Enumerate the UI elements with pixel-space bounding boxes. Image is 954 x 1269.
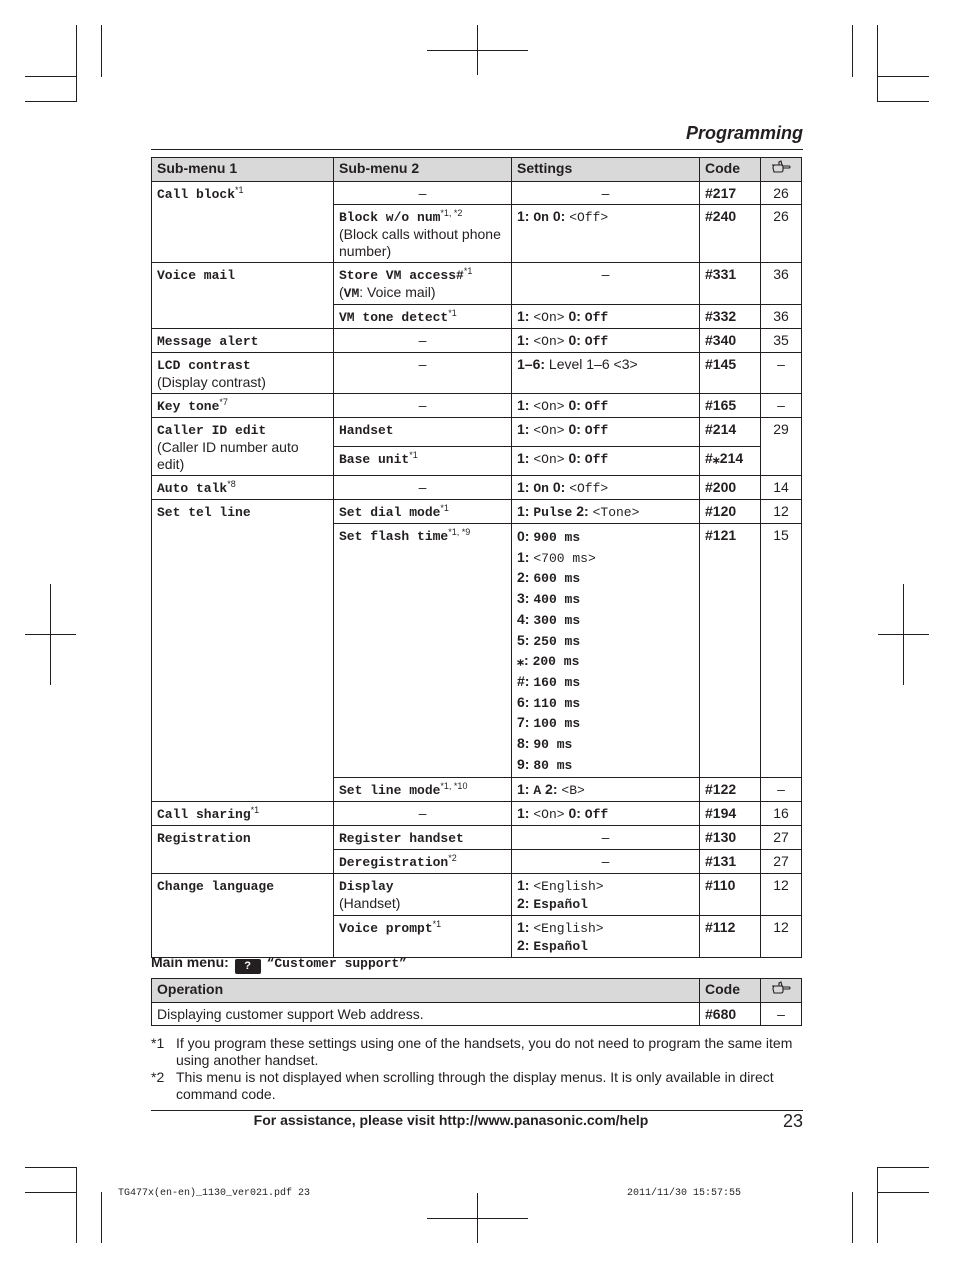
crop-mark <box>877 1167 929 1168</box>
page-ref-cell: – <box>761 1003 802 1026</box>
code-cell: #110 <box>700 874 761 916</box>
crop-mark <box>877 76 929 77</box>
code-cell: #130 <box>700 826 761 850</box>
sub-menu-2-cell: Set flash time$^{*1, *9}$ <box>334 524 512 778</box>
footnote: *2 This menu is not displayed when scrolling through the display menus. It is only available in direct command code. <box>151 1069 774 1102</box>
page-ref-cell: 12 <box>761 874 802 916</box>
code-cell: #⁎214 <box>700 447 761 476</box>
settings-cell: 1–6: Level 1–6 <3> <box>512 353 700 394</box>
settings-cell: 1: <English> 2: Español <box>512 874 700 916</box>
page-ref-cell: 14 <box>761 476 802 500</box>
code-cell: #200 <box>700 476 761 500</box>
crop-mark <box>877 1192 929 1193</box>
page-ref-cell: 26 <box>761 182 802 205</box>
help-text: For assistance, please visit http://www.panasonic.com/help <box>253 1112 649 1128</box>
table-row <box>152 802 802 826</box>
menu-item-customer-support: “Customer support” <box>266 956 407 971</box>
crop-mark <box>877 25 878 102</box>
page-ref-cell: 27 <box>761 850 802 874</box>
crop-mark <box>25 1192 77 1193</box>
sub-menu-1-cell <box>152 263 334 329</box>
table-header-row <box>152 979 802 1003</box>
section-title: Programming <box>685 123 803 143</box>
sub-menu-1-cell: Key tone$^{*7}$ <box>152 394 334 418</box>
menu-item-block-wo-num: Block w/o num <box>339 210 441 225</box>
table-header-row <box>152 158 802 182</box>
code-cell: #194 <box>700 802 761 826</box>
crop-mark <box>25 101 77 102</box>
code-cell: #240 <box>700 205 761 263</box>
column-header: Sub-menu 2 <box>334 158 512 182</box>
sub-menu-2-cell: – <box>334 353 512 394</box>
page-number: 23 <box>782 1111 803 1131</box>
sub-menu-2-cell: – <box>334 476 512 500</box>
table-row <box>152 476 802 500</box>
column-header: Code <box>700 979 761 1003</box>
table-row <box>152 394 802 418</box>
settings-cell: 1: On 0: <Off> <box>512 205 700 263</box>
settings-cell: 1: <On> 0: Off <box>512 802 700 826</box>
page-ref-cell: – <box>761 353 802 394</box>
page-ref-cell: 35 <box>761 329 802 353</box>
hand-pointer-icon <box>761 158 802 182</box>
main-menu-line: Main menu: ? “Customer support” <box>151 954 407 972</box>
crop-mark <box>76 25 77 102</box>
crop-mark <box>427 50 528 51</box>
sub-menu-2-cell: Handset <box>334 418 512 447</box>
settings-cell: 1: <On> 0: Off <box>512 329 700 353</box>
page-ref-cell: 27 <box>761 826 802 850</box>
column-header: Settings <box>512 158 700 182</box>
sub-menu-1-cell: Message alert <box>152 329 334 353</box>
code-cell: #121 <box>700 524 761 778</box>
code-cell: #332 <box>700 305 761 329</box>
page-ref-cell: 36 <box>761 305 802 329</box>
code-cell: #165 <box>700 394 761 418</box>
settings-cell: 1: <On> 0: Off <box>512 447 700 476</box>
sub-menu-1-cell: Registration <box>152 826 334 874</box>
table-row <box>152 263 802 305</box>
star-key-icon: ⁎: <box>517 652 529 669</box>
sub-menu-2-cell: – <box>334 182 512 205</box>
sub-menu-2-cell: Register handset <box>334 826 512 850</box>
column-header: Operation <box>152 979 700 1003</box>
crop-mark <box>877 101 929 102</box>
settings-table <box>151 157 802 958</box>
print-file-info: TG477x(en-en)_1130_ver021.pdf 23 <box>118 1188 311 1199</box>
settings-cell: – <box>512 182 700 205</box>
sub-menu-1-cell: Caller ID edit (Caller ID number auto edit) <box>152 418 334 476</box>
table-row <box>152 1003 802 1026</box>
code-cell: #217 <box>700 182 761 205</box>
footer-rule <box>151 1110 803 1111</box>
sub-menu-1-cell: Change language <box>152 874 334 958</box>
code-cell: #112 <box>700 916 761 958</box>
header-rule <box>151 149 803 150</box>
code-cell: #131 <box>700 850 761 874</box>
settings-cell: 1: <On> 0: Off <box>512 305 700 329</box>
operation-cell: Displaying customer support Web address. <box>152 1003 700 1026</box>
page-ref-cell: – <box>761 778 802 802</box>
hand-pointer-icon <box>761 979 802 1003</box>
crop-mark <box>76 1167 77 1243</box>
settings-cell: 1: <On> 0: Off <box>512 394 700 418</box>
sub-menu-2-cell: Base unit$^{*1}$ <box>334 447 512 476</box>
page-ref-cell: – <box>761 394 802 418</box>
sub-menu-1-cell: Call sharing$^{*1}$ <box>152 802 334 826</box>
crop-mark <box>101 1192 102 1243</box>
code-cell: #680 <box>700 1003 761 1026</box>
code-cell: #331 <box>700 263 761 305</box>
crop-mark <box>878 634 929 635</box>
table-row <box>152 353 802 394</box>
code-cell: #120 <box>700 500 761 524</box>
sub-menu-2-cell: Deregistration$^{*2}$ <box>334 850 512 874</box>
crop-mark <box>427 1218 528 1219</box>
sub-menu-2-cell: VM tone detect$^{*1}$ <box>334 305 512 329</box>
sub-menu-2-cell: – <box>334 329 512 353</box>
crop-mark <box>101 25 102 77</box>
settings-cell: – <box>512 263 700 305</box>
page-ref-cell: 12 <box>761 916 802 958</box>
table-row <box>152 329 802 353</box>
column-header: Sub-menu 1 <box>152 158 334 182</box>
table-row <box>152 418 802 447</box>
column-header: Code <box>700 158 761 182</box>
crop-mark <box>852 25 853 77</box>
page-ref-cell: 36 <box>761 263 802 305</box>
crop-mark <box>877 1167 878 1243</box>
operation-table <box>151 978 802 1026</box>
crop-mark <box>25 1167 77 1168</box>
crop-mark <box>25 76 77 77</box>
code-cell: #340 <box>700 329 761 353</box>
page-ref-cell: 16 <box>761 802 802 826</box>
table-row <box>152 874 802 916</box>
sub-menu-1-cell: Set tel line <box>152 500 334 802</box>
page-ref-cell: 12 <box>761 500 802 524</box>
sub-menu-2-cell: – <box>334 802 512 826</box>
sub-menu-2-cell: Voice prompt$^{*1}$ <box>334 916 512 958</box>
sub-menu-2-cell: Block w/o num$^{*1, *2}$ (Block calls without phone number) <box>334 205 512 263</box>
code-cell: #122 <box>700 778 761 802</box>
menu-description: (Block calls without phone number) <box>339 226 501 259</box>
star-key-icon: ⁎ <box>712 450 720 466</box>
code-cell: #214 <box>700 418 761 447</box>
sub-menu-2-cell: Set line mode$^{*1, *10}$ <box>334 778 512 802</box>
page-ref-cell: 26 <box>761 205 802 263</box>
crop-mark <box>25 634 76 635</box>
customer-support-icon: ? <box>235 959 261 974</box>
table-row <box>152 500 802 524</box>
menu-item-voice-mail: Voice mail <box>157 268 236 283</box>
print-datetime: 2011/11/30 15:57:55 <box>627 1188 742 1199</box>
crop-mark <box>852 1192 853 1243</box>
menu-item-call-block: Call block <box>157 187 236 202</box>
sub-menu-1-cell: LCD contrast (Display contrast) <box>152 353 334 394</box>
page-ref-cell: 29 <box>761 418 802 476</box>
sub-menu-2-cell: – <box>334 394 512 418</box>
table-row <box>152 826 802 850</box>
sub-menu-2-cell: Display (Handset) <box>334 874 512 916</box>
code-cell: #145 <box>700 353 761 394</box>
sub-menu-1-cell: Auto talk$^{*8}$ <box>152 476 334 500</box>
settings-cell: – <box>512 850 700 874</box>
sub-menu-2-cell: Store VM access#$^{*1}$ (VM: Voice mail) <box>334 263 512 305</box>
settings-cell: 1: Pulse 2: <Tone> <box>512 500 700 524</box>
footnote: *1 If you program these settings using one of the handsets, you do not need to program the same item using another handset. <box>151 1035 793 1068</box>
settings-cell: 0: 900 ms 1: <700 ms> 2: 600 ms 3: 400 ms 4: 300 ms 5: 250 ms ⁎: 200 ms #: 160 ms 6: 110 ms 7: 100 ms 8: 90 ms 9: 80 ms <box>512 524 700 778</box>
sub-menu-2-cell: Set dial mode$^{*1}$ <box>334 500 512 524</box>
table-row <box>152 182 802 205</box>
settings-cell: 1: On 0: <Off> <box>512 476 700 500</box>
settings-cell: 1: A 2: <B> <box>512 778 700 802</box>
settings-cell: 1: <English> 2: Español <box>512 916 700 958</box>
sub-menu-1-cell: Call block$^{*1}$ <box>152 182 334 263</box>
settings-cell: 1: <On> 0: Off <box>512 418 700 447</box>
settings-cell: – <box>512 826 700 850</box>
page-ref-cell: 15 <box>761 524 802 778</box>
